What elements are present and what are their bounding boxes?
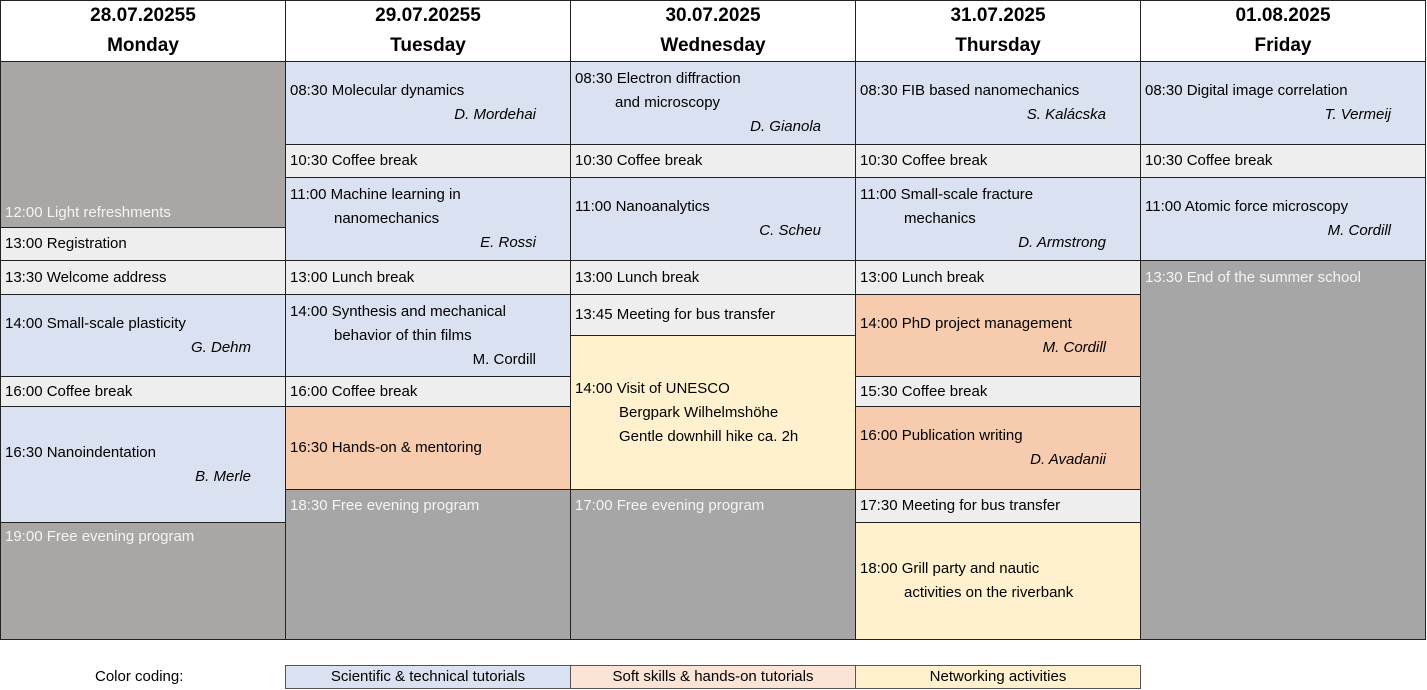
session-title: 19:00 Free evening program bbox=[5, 528, 195, 545]
tuesday-molecular-dynamics bbox=[285, 61, 571, 145]
session-speaker: T. Vermeij bbox=[1324, 106, 1391, 123]
session-title: 14:00 PhD project management bbox=[860, 314, 1072, 332]
day-weekday: Friday bbox=[1254, 35, 1312, 56]
thursday-fracture-mechanics bbox=[855, 177, 1141, 261]
session-speaker: G. Dehm bbox=[190, 338, 251, 356]
session-title: 16:00 Coffee break bbox=[290, 382, 418, 400]
tuesday-machine-learning bbox=[285, 177, 571, 261]
session-speaker: D. Armstrong bbox=[1018, 234, 1106, 251]
tuesday-lunch-break bbox=[285, 260, 571, 295]
session-speaker: D. Mordehai bbox=[454, 106, 536, 123]
session-title: 16:00 Coffee break bbox=[5, 382, 133, 400]
session-title: 13:30 End of the summer school bbox=[1145, 269, 1361, 286]
day-weekday: Tuesday bbox=[390, 35, 466, 56]
day-date: 30.07.2025 bbox=[665, 5, 761, 26]
session-speaker: C. Scheu bbox=[759, 222, 821, 239]
thursday-lunch-break bbox=[855, 260, 1141, 295]
monday-registration bbox=[0, 227, 286, 261]
session-title: 17:30 Meeting for bus transfer bbox=[860, 497, 1061, 514]
day-header-monday bbox=[0, 0, 286, 62]
tuesday-free-evening bbox=[285, 489, 571, 640]
session-title: 10:30 Coffee break bbox=[860, 152, 988, 169]
session-title: 13:00 Registration bbox=[5, 235, 127, 252]
wednesday-free-evening bbox=[570, 489, 856, 640]
thursday-fib-nanomechanics bbox=[855, 61, 1141, 145]
session-speaker: B. Merle bbox=[195, 467, 251, 485]
day-header-wednesday bbox=[570, 0, 856, 62]
session-speaker: E. Rossi bbox=[480, 234, 536, 251]
session-title: 14:00 Synthesis and mechanical bbox=[290, 302, 506, 320]
session-title: 10:30 Coffee break bbox=[290, 152, 418, 169]
day-weekday: Thursday bbox=[955, 35, 1041, 56]
session-title: 16:00 Publication writing bbox=[860, 427, 1023, 444]
day-date: 29.07.20255 bbox=[375, 5, 481, 26]
session-title: 18:30 Free evening program bbox=[290, 497, 480, 514]
friday-digital-image-correlation bbox=[1140, 61, 1426, 145]
session-title: 13:00 Lunch break bbox=[575, 268, 700, 286]
wednesday-bus-transfer bbox=[570, 294, 856, 336]
monday-light-refreshments bbox=[0, 61, 286, 228]
session-title: 18:00 Grill party and nautic bbox=[860, 560, 1040, 577]
monday-free-evening bbox=[0, 522, 286, 640]
thursday-bus-transfer bbox=[855, 489, 1141, 523]
monday-welcome-address bbox=[0, 260, 286, 295]
session-title: 10:30 Coffee break bbox=[575, 152, 703, 169]
legend-scientific: Scientific & technical tutorials bbox=[285, 665, 571, 689]
thursday-publication-writing bbox=[855, 406, 1141, 490]
friday-atomic-force-microscopy bbox=[1140, 177, 1426, 261]
day-header-tuesday bbox=[285, 0, 571, 62]
session-title: 16:30 Hands-on & mentoring bbox=[290, 439, 482, 456]
session-title: 08:30 Electron diffraction bbox=[575, 70, 741, 87]
session-title: 12:00 Light refreshments bbox=[5, 204, 171, 221]
thursday-phd-project-management bbox=[855, 294, 1141, 377]
session-title: 15:30 Coffee break bbox=[860, 382, 988, 400]
session-title: 13:45 Meeting for bus transfer bbox=[575, 306, 776, 323]
session-speaker: M. Cordill bbox=[1327, 222, 1391, 239]
session-speaker: S. Kalácska bbox=[1026, 106, 1106, 123]
session-title-cont: mechanics bbox=[904, 210, 976, 227]
tuesday-coffee-break-1 bbox=[285, 144, 571, 178]
session-title-cont: and microscopy bbox=[615, 94, 721, 111]
session-speaker: D. Gianola bbox=[750, 118, 821, 135]
session-title: 10:30 Coffee break bbox=[1145, 152, 1273, 169]
session-title: 14:00 Small-scale plasticity bbox=[5, 314, 186, 332]
day-date: 28.07.20255 bbox=[90, 5, 196, 26]
session-title-cont: Gentle downhill hike ca. 2h bbox=[619, 427, 799, 445]
thursday-grill-party bbox=[855, 522, 1141, 640]
day-weekday: Wednesday bbox=[660, 35, 766, 56]
session-title: 08:30 Molecular dynamics bbox=[290, 82, 465, 99]
session-title: 13:00 Lunch break bbox=[860, 268, 985, 286]
thursday-coffee-break-2 bbox=[855, 376, 1141, 407]
wednesday-lunch-break bbox=[570, 260, 856, 295]
session-title: 13:30 Welcome address bbox=[5, 268, 167, 286]
tuesday-hands-on-mentoring bbox=[285, 406, 571, 490]
wednesday-nanoanalytics bbox=[570, 177, 856, 261]
session-title: 16:30 Nanoindentation bbox=[5, 443, 156, 461]
legend-soft-skills: Soft skills & hands-on tutorials bbox=[570, 665, 856, 689]
day-header-friday bbox=[1140, 0, 1426, 62]
day-header-thursday bbox=[855, 0, 1141, 62]
day-weekday: Monday bbox=[107, 35, 179, 56]
monday-nanoindentation bbox=[0, 406, 286, 523]
session-title: 11:00 Small-scale fracture bbox=[860, 186, 1034, 203]
session-title: 11:00 Nanoanalytics bbox=[575, 198, 710, 215]
session-title: 11:00 Atomic force microscopy bbox=[1145, 198, 1349, 215]
legend-label: Color coding: bbox=[95, 668, 184, 685]
monday-small-scale-plasticity bbox=[0, 294, 286, 377]
day-date: 31.07.2025 bbox=[950, 5, 1046, 26]
monday-coffee-break bbox=[0, 376, 286, 407]
session-speaker: M. Cordill bbox=[472, 350, 536, 368]
session-title-cont: behavior of thin films bbox=[334, 326, 472, 344]
session-title-cont: Bergpark Wilhelmshöhe bbox=[619, 403, 779, 421]
wednesday-coffee-break bbox=[570, 144, 856, 178]
session-title: 14:00 Visit of UNESCO bbox=[575, 379, 730, 397]
session-title: 17:00 Free evening program bbox=[575, 497, 765, 514]
session-title: 08:30 FIB based nanomechanics bbox=[860, 82, 1080, 99]
friday-coffee-break bbox=[1140, 144, 1426, 178]
wednesday-unesco-visit bbox=[570, 335, 856, 490]
session-title: 08:30 Digital image correlation bbox=[1145, 82, 1348, 99]
session-title-cont: nanomechanics bbox=[334, 210, 440, 227]
session-title: 11:00 Machine learning in bbox=[290, 186, 461, 203]
session-speaker: M. Cordill bbox=[1042, 338, 1106, 356]
legend-networking: Networking activities bbox=[855, 665, 1141, 689]
friday-end-of-school bbox=[1140, 260, 1426, 640]
thursday-coffee-break-1 bbox=[855, 144, 1141, 178]
day-date: 01.08.2025 bbox=[1235, 5, 1331, 26]
wednesday-electron-diffraction bbox=[570, 61, 856, 145]
tuesday-thin-films bbox=[285, 294, 571, 377]
session-title-cont: activities on the riverbank bbox=[904, 584, 1074, 601]
tuesday-coffee-break-2 bbox=[285, 376, 571, 407]
session-title: 13:00 Lunch break bbox=[290, 268, 415, 286]
session-speaker: D. Avadanii bbox=[1030, 451, 1106, 468]
